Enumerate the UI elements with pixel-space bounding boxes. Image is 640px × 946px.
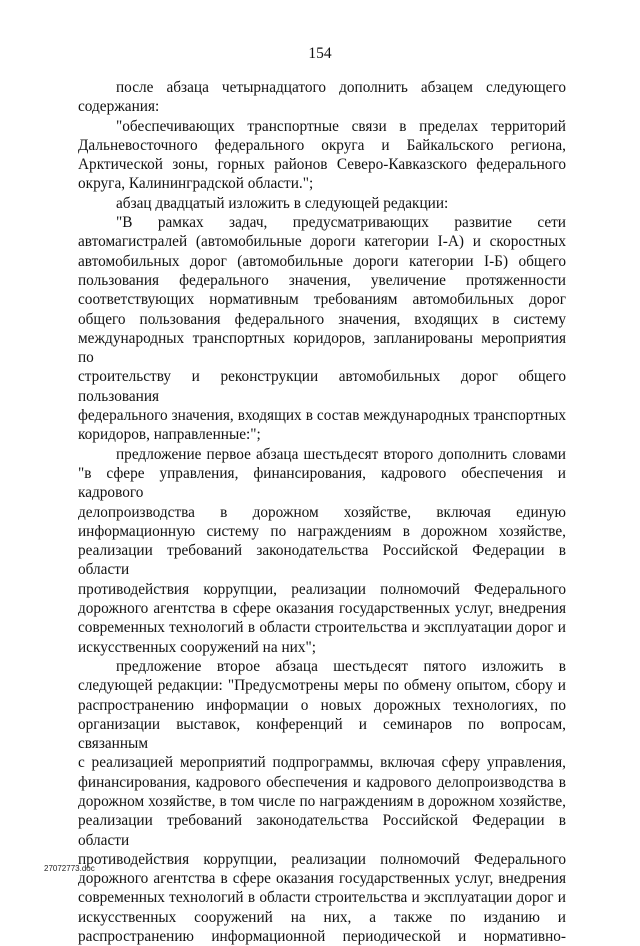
text-line: предложение первое абзаца шестьдесят второго дополнить словами [116, 445, 566, 463]
text-line: распространению информации о новых дорожных технологиях, по [78, 696, 566, 714]
text-line: общего пользования федерального значения, входящих в систему [78, 310, 566, 328]
text-line: автомобильных дорог (автомобильные дороги категории I-Б) общего [78, 252, 566, 270]
text-line: "обеспечивающих транспортные связи в пределах территорий [116, 117, 566, 135]
text-line: строительству и реконструкции автомобильных дорог общего пользования [78, 368, 566, 405]
text-line: искусственных сооружений на них, а также по изданию и [78, 908, 566, 926]
text-line: реализации требований законодательства Российской Федерации в области [78, 812, 566, 849]
text-line: федерального значения, входящих в состав международных транспортных [78, 407, 566, 425]
text-line: автомагистралей (автомобильные дороги категории I-А) и скоростных [78, 233, 566, 251]
text-line: современных технологий в области строительства и эксплуатации дорог и [78, 889, 566, 907]
text-line: делопроизводства в дорожном хозяйстве, включая единую [78, 503, 566, 521]
text-line: после абзаца четырнадцатого дополнить абзацем следующего [116, 79, 566, 96]
text-line: реализации требований законодательства Российской Федерации в области [78, 542, 566, 579]
page-number: 154 [308, 45, 332, 62]
file-name-footer: 27072773.doc [44, 864, 95, 873]
text-line: организации выставок, конференций и семинаров по вопросам, связанным [78, 715, 566, 753]
text-line: международных транспортных коридоров, запланированы мероприятия по [78, 329, 566, 367]
text-line: соответствующих нормативным требованиям автомобильных дорог [78, 291, 566, 309]
text-line: абзац двадцатый изложить в следующей редакции: [116, 194, 449, 212]
text-line: противодействия коррупции, реализации полномочий Федерального [78, 580, 566, 598]
text-line: противодействия коррупции, реализации полномочий Федерального [78, 850, 566, 868]
text-line: коридоров, направленные:"; [78, 426, 261, 444]
text-line: дорожного агентства в сфере оказания государственных услуг, внедрения [78, 870, 566, 888]
text-line: "В рамках задач, предусматривающих развитие сети [116, 214, 566, 232]
text-line: распространению информационной периодической и нормативно- [78, 928, 566, 946]
text-line: с реализацией мероприятий подпрограммы, включая сферу управления, [78, 754, 566, 772]
text-line: следующей редакции: "Предусмотрены меры по обмену опытом, сбору и [78, 677, 566, 695]
text-line: содержания: [78, 98, 160, 116]
text-line: финансирования, кадрового обеспечения и кадрового делопроизводства в [78, 773, 566, 791]
text-line: Арктической зоны, горных районов Северо-Кавказского федерального [78, 156, 566, 174]
text-line: пользования федерального значения, увеличение протяженности [78, 271, 566, 289]
text-line: Дальневосточного федерального округа и Байкальского региона, [78, 136, 566, 154]
text-line: дорожном хозяйстве, в том числе по награждениям в дорожном хозяйстве, [78, 792, 566, 810]
text-line: современных технологий в области строительства и эксплуатации дорог и [78, 619, 566, 637]
text-line: округа, Калининградской области."; [78, 175, 314, 193]
text-line: "в сфере управления, финансирования, кадрового обеспечения и кадрового [78, 464, 566, 502]
text-line: информационную систему по награждениям в дорожном хозяйстве, [78, 522, 566, 540]
text-line: дорожного агентства в сфере оказания государственных услуг, внедрения [78, 600, 566, 618]
text-line: искусственных сооружений на них"; [78, 638, 316, 656]
text-line: предложение второе абзаца шестьдесят пятого изложить в [116, 657, 566, 675]
document-body [78, 78, 566, 946]
